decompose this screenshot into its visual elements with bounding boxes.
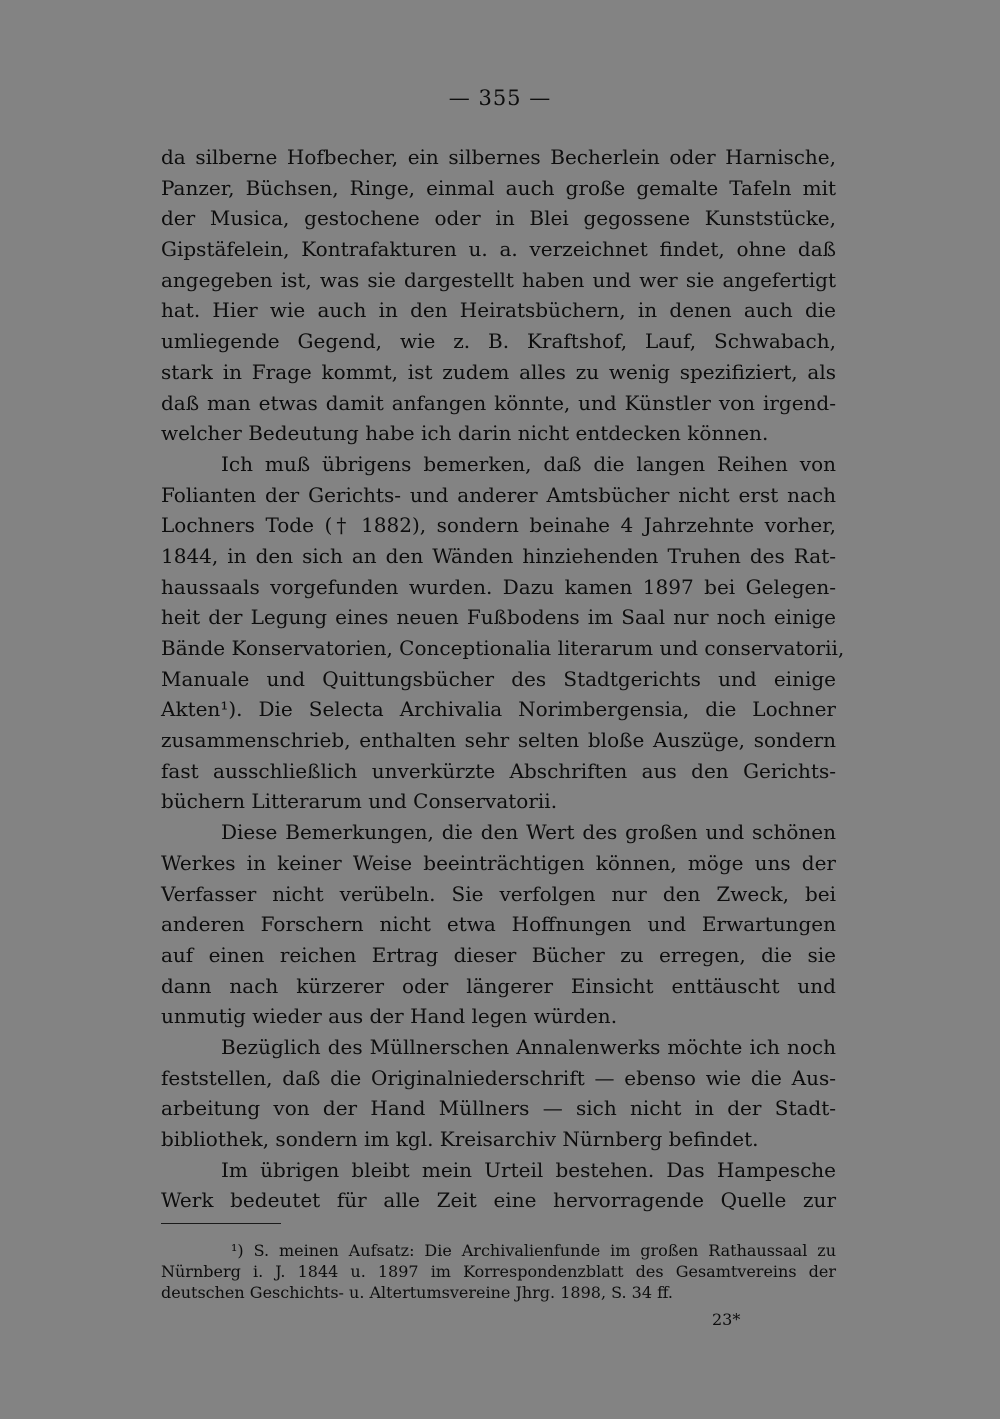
paragraph-start-line: Diese Bemerkungen, die den Wert des großen und schönen	[221, 820, 836, 845]
paragraph-start-line: Bezüglich des Müllnerschen Annalenwerks möchte ich noch	[221, 1034, 836, 1059]
text-line: Verfasser nicht verübeln. Sie verfolgen nur den Zweck, bei	[161, 881, 836, 906]
page-number: — 355 —	[448, 86, 552, 110]
text-line: büchern Litterarum und Conservatorii.	[161, 789, 558, 814]
text-line: fast ausschließlich unverkürzte Abschriften aus den Gerichts-	[161, 758, 836, 783]
paragraph-start-line: Im übrigen bleibt mein Urteil bestehen. Das Hampesche	[221, 1157, 836, 1182]
text-line: arbeitung von der Hand Müllners — sich nicht in der Stadt-	[161, 1096, 836, 1121]
text-line: Gipstäfelein, Kontrafakturen u. a. verzeichnet findet, ohne daß	[161, 237, 836, 262]
footnotes	[161, 1240, 836, 1303]
text-line: da silberne Hofbecher, ein silbernes Becherlein oder Harnische,	[161, 145, 836, 169]
footnote-line: ¹) S. meinen Aufsatz: Die Archivalienfunde im großen Rathaussaal zu	[231, 1241, 836, 1260]
text-line: Bände Konservatorien, Conceptionalia literarum und conservatorii,	[161, 636, 845, 660]
signature-mark: 23*	[712, 1310, 741, 1329]
text-line: hat. Hier wie auch in den Heiratsbüchern, in denen auch die	[161, 298, 836, 323]
text-line: stark in Frage kommt, ist zudem alles zu wenig spezifiziert, als	[161, 359, 836, 384]
text-line: Manuale und Quittungsbücher des Stadtgerichts und einige	[161, 666, 836, 691]
footnote-line: deutschen Geschichts- u. Altertumsvereine Jhrg. 1898, S. 34 ff.	[161, 1283, 673, 1302]
text-line: Akten¹). Die Selecta Archivalia Norimbergensia, die Lochner	[161, 697, 836, 722]
text-line: daß man etwas damit anfangen könnte, und Künstler von irgend-	[161, 390, 836, 415]
text-line: umliegende Gegend, wie z. B. Kraftshof, Lauf, Schwabach,	[161, 329, 836, 354]
text-line: Lochners Tode († 1882), sondern beinahe 4 Jahrzehnte vorher,	[161, 513, 836, 538]
footnote-line: Nürnberg i. J. 1844 u. 1897 im Korrespondenzblatt des Gesamtvereins der	[161, 1262, 836, 1281]
text-line: feststellen, daß die Originalniederschrift — ebenso wie die Aus-	[161, 1065, 836, 1090]
text-line: heit der Legung eines neuen Fußbodens im Saal nur noch einige	[161, 605, 836, 630]
paragraph-start-line: Ich muß übrigens bemerken, daß die langen Reihen von	[221, 451, 836, 476]
text-line: Panzer, Büchsen, Ringe, einmal auch große gemalte Tafeln mit	[161, 175, 836, 200]
text-line: welcher Bedeutung habe ich darin nicht entdecken können.	[161, 421, 769, 446]
footnote-divider	[161, 1223, 281, 1224]
text-line: anderen Forschern nicht etwa Hoffnungen und Erwartungen	[161, 912, 836, 937]
text-line: unmutig wieder aus der Hand legen würden.	[161, 1004, 618, 1029]
text-line: Werkes in keiner Weise beeinträchtigen können, möge uns der	[161, 850, 836, 875]
text-line: angegeben ist, was sie dargestellt haben und wer sie angefertigt	[161, 267, 836, 292]
text-line: zusammenschrieb, enthalten sehr selten bloße Auszüge, sondern	[161, 728, 836, 753]
text-line: der Musica, gestochene oder in Blei gegossene Kunststücke,	[161, 206, 836, 231]
text-line: auf einen reichen Ertrag dieser Bücher zu erregen, die sie	[161, 942, 836, 967]
body-text	[161, 142, 845, 1216]
text-line: bibliothek, sondern im kgl. Kreisarchiv Nürnberg befindet.	[161, 1127, 759, 1151]
text-line: dann nach kürzerer oder längerer Einsicht enttäuscht und	[161, 973, 836, 998]
text-line: Werk bedeutet für alle Zeit eine hervorragende Quelle zur	[161, 1188, 836, 1213]
text-line: 1844, in den sich an den Wänden hinziehenden Truhen des Rat-	[161, 543, 836, 568]
text-line: haussaals vorgefunden wurden. Dazu kamen 1897 bei Gelegen-	[161, 574, 836, 599]
text-line: Folianten der Gerichts- und anderer Amtsbücher nicht erst nach	[161, 482, 836, 507]
